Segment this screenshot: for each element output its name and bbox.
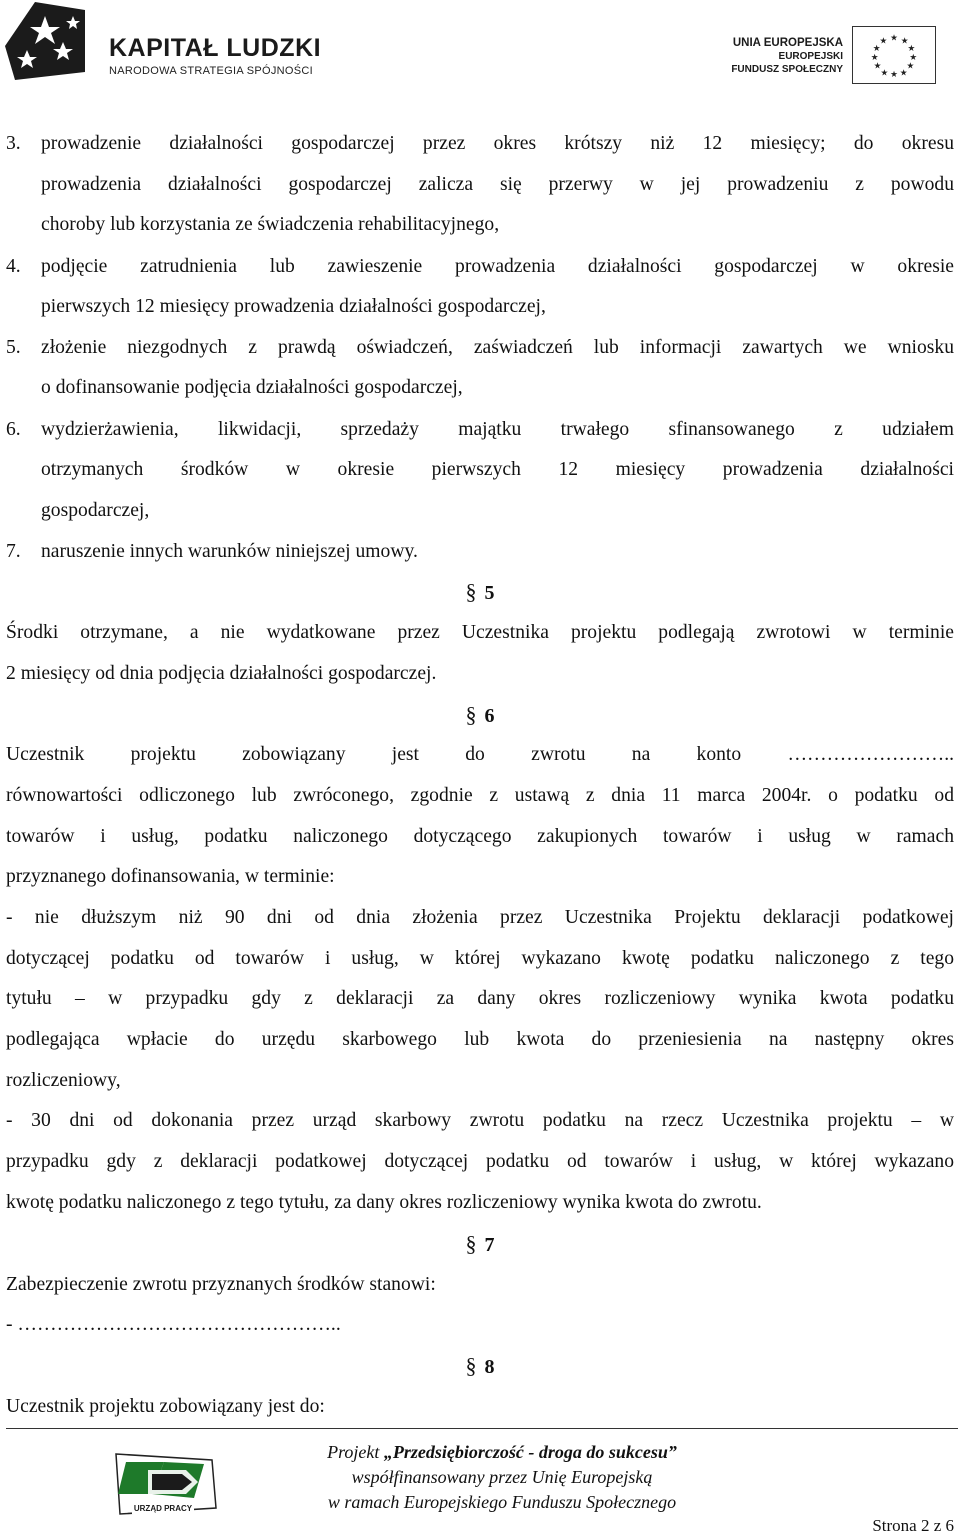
kapital-ludzki-subtitle: NARODOWA STRATEGIA SPÓJNOŚCI bbox=[109, 65, 313, 77]
svg-text:★: ★ bbox=[906, 61, 915, 72]
footer-divider bbox=[6, 1428, 958, 1429]
eu-logo bbox=[720, 26, 940, 86]
svg-text:★: ★ bbox=[909, 52, 918, 63]
text-line: dotyczącej podatku od towarów i usług, w której wykazano kwotę podatku naliczonego z tego bbox=[6, 948, 954, 969]
text-line: złożenie niezgodnych z prawdą oświadczeń, zaświadczeń lub informacji zawartych we wniosku bbox=[41, 337, 954, 358]
text-line: podjęcie zatrudnienia lub zawieszenie prowadzenia działalności gospodarczej w okresie bbox=[41, 256, 954, 277]
section-sign: § bbox=[465, 1231, 477, 1256]
list-number: 7. bbox=[6, 541, 21, 562]
kapital-ludzki-title: KAPITAŁ LUDZKI bbox=[109, 34, 322, 62]
text-line: podlegająca wpłacie do urzędu skarbowego lub kwota do przeniesienia na następny okres bbox=[6, 1029, 954, 1050]
text-line: równowartości odliczonego lub zwróconego, zgodnie z ustawą z dnia 11 marca 2004r. o podatku od bbox=[6, 785, 954, 806]
section-number: 5 bbox=[484, 582, 495, 604]
section-sign: § bbox=[465, 702, 477, 727]
kapital-ludzki-mark-icon bbox=[5, 2, 85, 80]
section-sign: § bbox=[465, 579, 477, 604]
text-line: przyznanego dofinansowania, w terminie: bbox=[6, 866, 335, 887]
footer-project-name: „Przedsiębiorczość - droga do sukcesu” bbox=[383, 1442, 677, 1462]
eu-logo-line-3: FUNDUSZ SPOŁECZNY bbox=[731, 64, 843, 75]
svg-text:★: ★ bbox=[899, 68, 908, 79]
urzad-pracy-label: URZĄD PRACY bbox=[133, 1504, 193, 1513]
text-line: choroby lub korzystania ze świadczenia rehabilitacyjnego, bbox=[41, 214, 500, 235]
text-line: prowadzenia działalności gospodarczej zalicza się przerwy w jej prowadzeniu z powodu bbox=[41, 174, 954, 195]
text-line: kwotę podatku naliczonego z tego tytułu, za dany okres rozliczeniowy wynika kwota do zwrotu. bbox=[6, 1192, 762, 1213]
list-number: 6. bbox=[6, 419, 21, 440]
text-line: 2 miesięcy od dnia podjęcia działalności gospodarczej. bbox=[6, 663, 437, 684]
eu-flag-icon bbox=[852, 26, 936, 84]
text-line: Uczestnik projektu zobowiązany jest do: bbox=[6, 1396, 325, 1417]
text-line: przypadku gdy z deklaracji podatkowej dotyczącej podatku od towarów i usług, w której wykazano bbox=[6, 1151, 954, 1172]
svg-text:★: ★ bbox=[890, 70, 898, 81]
section-sign: § bbox=[465, 1353, 477, 1378]
text-line: otrzymanych środków w okresie pierwszych 12 miesięcy prowadzenia działalności bbox=[41, 459, 954, 480]
eu-logo-line-1: UNIA EUROPEJSKA bbox=[732, 37, 843, 49]
page-header bbox=[0, 0, 960, 100]
text-line: Uczestnik projektu zobowiązany jest do zwrotu na konto …………………….. bbox=[6, 744, 954, 765]
text-line: - nie dłuższym niż 90 dni od dnia złożenia przez Uczestnika Projektu deklaracji podatkowej bbox=[6, 907, 954, 928]
section-heading-8 bbox=[6, 1351, 954, 1381]
kapital-ludzki-logo bbox=[5, 2, 330, 80]
section-heading-5 bbox=[6, 577, 954, 607]
eu-logo-text bbox=[720, 37, 843, 76]
svg-text:★: ★ bbox=[890, 33, 898, 44]
svg-text:★: ★ bbox=[900, 36, 909, 47]
svg-text:★: ★ bbox=[870, 52, 879, 63]
list-number: 5. bbox=[6, 337, 21, 358]
footer-project-prefix: Projekt bbox=[327, 1442, 384, 1462]
section-number: 6 bbox=[484, 705, 495, 727]
list-number: 4. bbox=[6, 256, 21, 277]
list-number: 3. bbox=[6, 133, 21, 154]
section-number: 8 bbox=[484, 1356, 495, 1378]
section-heading-7 bbox=[6, 1229, 954, 1259]
section-heading-6 bbox=[6, 700, 954, 730]
text-line: towarów i usług, podatku naliczonego dotyczącego zakupionych towarów i usług w ramach bbox=[6, 826, 954, 847]
eu-logo-line-2: EUROPEJSKI bbox=[778, 51, 843, 62]
text-line: - ………………………………………….. bbox=[6, 1314, 341, 1335]
svg-text:★: ★ bbox=[872, 44, 881, 55]
svg-text:★: ★ bbox=[879, 36, 888, 47]
text-line: prowadzenie działalności gospodarczej przez okres krótszy niż 12 miesięcy; do okresu bbox=[41, 133, 954, 154]
text-line: pierwszych 12 miesięcy prowadzenia działalności gospodarczej, bbox=[41, 296, 546, 317]
text-line: rozliczeniowy, bbox=[6, 1070, 121, 1091]
text-line: Zabezpieczenie zwrotu przyznanych środków stanowi: bbox=[6, 1274, 436, 1295]
svg-text:★: ★ bbox=[873, 61, 882, 72]
footer-project-line bbox=[262, 1440, 742, 1464]
text-line: - 30 dni od dokonania przez urząd skarbowy zwrotu podatku na rzecz Uczestnika projektu – w bbox=[6, 1110, 954, 1131]
text-line: Środki otrzymane, a nie wydatkowane przez Uczestnika projektu podlegają zwrotowi w terminie bbox=[6, 622, 954, 643]
urzad-pracy-logo bbox=[112, 1452, 220, 1524]
text-line: o dofinansowanie podjęcia działalności gospodarczej, bbox=[41, 377, 463, 398]
text-line: tytułu – w przypadku gdy z deklaracji za dany okres rozliczeniowy wynika kwota podatku bbox=[6, 988, 954, 1009]
text-line: gospodarczej, bbox=[41, 500, 150, 521]
svg-text:★: ★ bbox=[907, 44, 916, 55]
footer-fund-line: w ramach Europejskiego Funduszu Społecznego bbox=[327, 1492, 677, 1512]
section-number: 7 bbox=[484, 1234, 495, 1256]
page-number: Strona 2 z 6 bbox=[872, 1516, 954, 1535]
svg-text:★: ★ bbox=[880, 68, 889, 79]
text-line: wydzierżawienia, likwidacji, sprzedaży majątku trwałego sfinansowanego z udziałem bbox=[41, 419, 954, 440]
footer-cofinanced-line: współfinansowany przez Unię Europejską bbox=[351, 1467, 653, 1487]
text-line: naruszenie innych warunków niniejszej umowy. bbox=[41, 541, 418, 562]
